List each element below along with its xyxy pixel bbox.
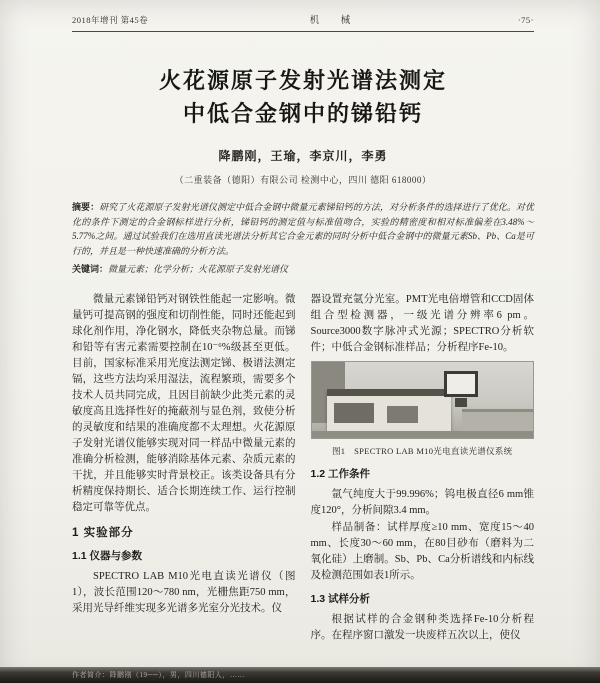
photo-desk xyxy=(462,409,533,432)
section-heading-1: 1 实验部分 xyxy=(72,527,134,539)
article-title-line2: 中低合金钢中的锑铅钙 xyxy=(182,101,423,126)
footer-author-bio-fragment: 作者简介：降鹏刚（19──），男，四川德阳人，…… xyxy=(72,671,245,679)
body-paragraph: 器设置充氩分光室。PMT光电倍增管和CCD固体组合型检测器，一级光谱分辨率6 pm。Source3000数字脉冲式光源；SPECTRO分析软件；中低合金钢标准样品；分析程序Fe-10。 xyxy=(310,294,534,353)
photo-monitor xyxy=(444,371,477,397)
header-journal-name: 机 械 xyxy=(309,16,357,26)
photo-floor xyxy=(312,431,534,438)
figure-caption: 图1 SPECTRO LAB M10光电直读光谱仪系统 xyxy=(332,446,513,456)
body-paragraph: 根据试样的合金钢种类选择Fe-10分析程序。在程序窗口激发一块废样五次以上，使仪 xyxy=(310,614,534,641)
subsection-heading-1-3: 1.3 试样分析 xyxy=(310,593,371,605)
abstract xyxy=(72,200,534,258)
body-paragraph: SPECTRO LAB M10光电直读光谱仪（图1），波长范围120～780 nm，光栅焦距750 mm，采用光导纤维实现多光谱多光室分光技术。仪 xyxy=(72,571,296,614)
subsection-heading-1-2: 1.2 工作条件 xyxy=(310,468,371,480)
page-header xyxy=(72,12,534,32)
authors: 降鹏刚，王瑜，李京川，李勇 xyxy=(218,149,388,163)
body-paragraph: 样品制备：试样厚度≥10 mm、宽度15～40 mm、长度30～60 mm，在80目砂布（磨料为二氧化硅）上磨制。Sb、Pb、Ca分析谱线和内标线及检测范围如表1所示。 xyxy=(310,522,534,581)
body-paragraph: 微量元素锑铅钙对钢铁性能起一定影响。微量钙可提高钢的强度和切削性能，同时还能起到球化剂作用，净化钢水，降低夹杂物总量。而锑和铅等有害元素需要控制在10⁻⁶%级甚至更低。目前，国家标准采用光度法测定锑、极谱法测定镉，这些方法均采用湿法，流程繁琐，需要多个技术人员共同完成，且因目前缺少此类元素的灵敏度高且选择性好的掩蔽剂与显色剂，致使分析的灵敏度和结果的准确度都不太理想。火花源原子发射光谱仪能够实现对同一样品中微量元素的准确分析检测，能够消除基体元素、杂质元素的干扰，并且能够实时背景校正。该类设备具有分析精度保持期长、适合长期连续工作、运行控制稳定可靠等优点。 xyxy=(72,294,296,513)
two-column-body xyxy=(72,292,534,645)
header-issue: 2018年增刊 第45卷 xyxy=(72,15,149,25)
scan-bottom-strip xyxy=(0,667,600,683)
affiliation: （二重装备（德阳）有限公司 检测中心，四川 德阳 618000） xyxy=(174,175,432,185)
keywords-label: 关键词： xyxy=(72,264,109,274)
article-title xyxy=(72,64,534,130)
header-page-number: ·75· xyxy=(517,15,534,25)
photo-front-panel xyxy=(334,403,374,423)
left-column xyxy=(72,292,296,645)
figure-1 xyxy=(311,361,535,459)
subsection-heading-1-1: 1.1 仪器与参数 xyxy=(72,550,143,562)
abstract-text: 研究了火花源原子发射光谱仪测定中低合金钢中微量元素锑铅钙的方法，对分析条件的选择进行了优化。对优化的条件下测定的合金钢标样进行分析，锑铅钙的测定值与标准值吻合，实验的精密度和相对标准偏差在3.48%～5.77%之间。通过试验我们在选用直读光谱法分析其它合金元素的同时分析中低合金钢中的微量元素Sb、Pb、Ca是可行的，并且是一种快速准确的分析方法。 xyxy=(72,202,534,256)
keywords-text: 微量元素；化学分析；火花源原子发射光谱仪 xyxy=(108,264,289,274)
keywords xyxy=(72,262,534,276)
photo-monitor-stand xyxy=(455,398,466,407)
photo-front-panel-2 xyxy=(387,406,418,423)
body-paragraph: 氩气纯度大于99.996%；钨电极直径6 mm锥度120°，分析间隙3.4 mm。 xyxy=(310,489,534,516)
article-title-line1: 火花源原子发射光谱法测定 xyxy=(158,68,447,93)
abstract-label: 摘要： xyxy=(72,202,100,212)
figure-photo xyxy=(311,361,535,439)
right-column xyxy=(311,292,535,645)
